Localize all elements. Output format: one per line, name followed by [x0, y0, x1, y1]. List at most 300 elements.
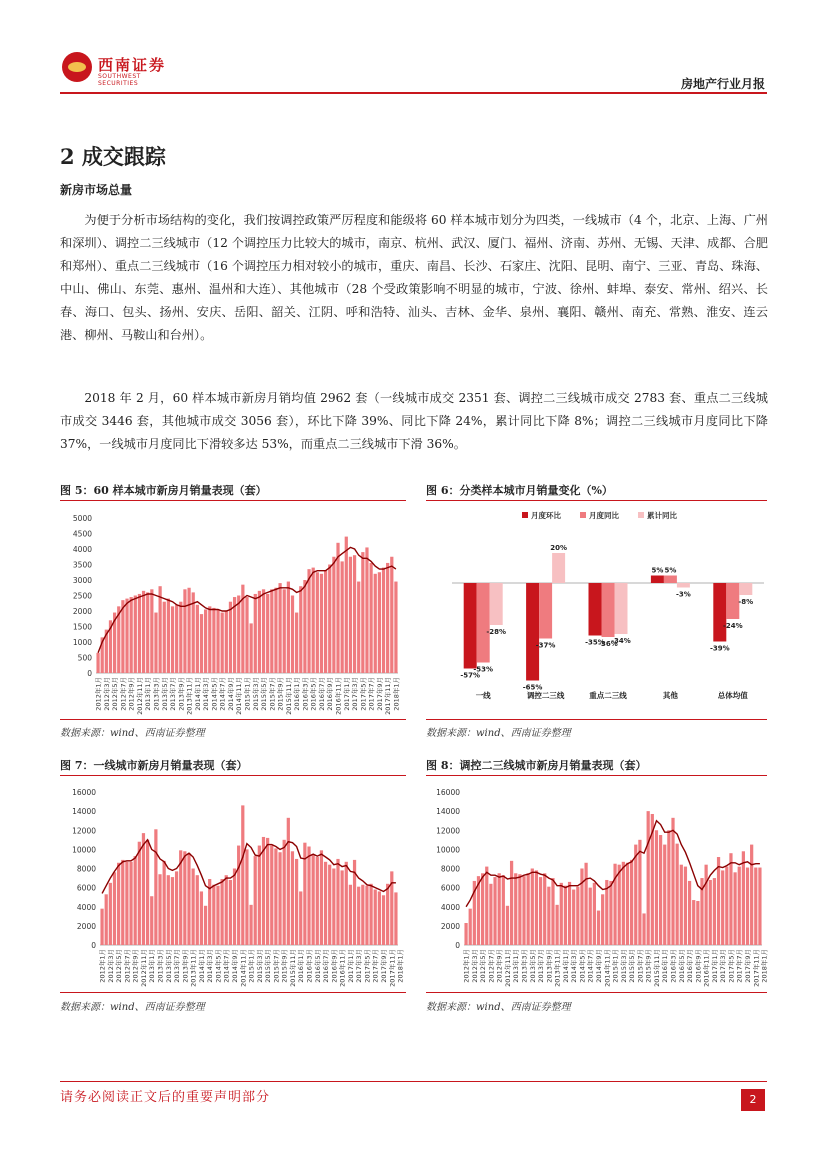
fig7-xtick-24: 2016年1月 [297, 949, 306, 983]
fig5-bar [382, 568, 385, 673]
fig7-bar [204, 906, 207, 945]
fig8-bar [754, 868, 757, 945]
fig5-xtick-23: 2015年11月 [284, 677, 293, 715]
fig6-data-label: -3% [676, 590, 691, 599]
fig5-xtick-15: 2014年7月 [218, 677, 227, 711]
fig8-bar [485, 867, 488, 945]
fig6-data-label: -65% [522, 683, 543, 692]
fig8-bar [742, 851, 745, 945]
fig5-bar [225, 611, 228, 673]
fig7-bar [216, 886, 219, 945]
fig5-xtick-29: 2016年11月 [334, 677, 343, 715]
fig6-bar [526, 583, 539, 681]
fig5-ytick-8: 4000 [72, 545, 92, 554]
fig5-bar [208, 606, 211, 673]
fig6-legend-swatch-2 [638, 512, 644, 518]
fig5-bar [154, 613, 157, 673]
fig7-xtick-15: 2014年7月 [222, 949, 231, 983]
fig7-xtick-4: 2012年9月 [131, 949, 140, 983]
fig5-bar [175, 605, 178, 673]
fig7-source: 数据来源：wind、西南证券整理 [60, 1002, 205, 1013]
fig7-xtick-35: 2017年11月 [388, 949, 397, 987]
fig7-bar [175, 871, 178, 945]
fig8-bar [551, 878, 554, 945]
fig8-bar [671, 818, 674, 945]
fig5-bar [163, 602, 166, 673]
fig5-bottom-rule [60, 719, 406, 720]
fig5-bar [237, 596, 240, 674]
fig8-bar [469, 909, 472, 945]
fig7-xtick-0: 2012年1月 [98, 949, 107, 983]
fig6-bar [490, 583, 503, 625]
fig8-bar [709, 880, 712, 945]
fig5-bar [299, 586, 302, 673]
fig5-bar [212, 608, 215, 673]
fig6-source: 数据来源：wind、西南证券整理 [426, 728, 571, 739]
fig8-xtick-33: 2017年7月 [735, 949, 744, 983]
fig5-bar [307, 569, 310, 673]
fig6-category-label: 其他 [662, 691, 678, 700]
fig7-ytick-7: 14000 [72, 807, 96, 817]
report-type: 房地产行业月报 [680, 77, 765, 91]
fig7-ytick-4: 8000 [76, 864, 96, 874]
fig7-bar [341, 870, 344, 945]
fig7-bar [361, 885, 364, 945]
fig5-xtick-24: 2016年1月 [293, 677, 302, 711]
fig7-bar [320, 850, 323, 945]
fig7-bar [254, 856, 257, 945]
fig8-xtick-15: 2014年7月 [586, 949, 595, 983]
fig5-ytick-5: 2500 [72, 591, 92, 601]
fig6-bar [677, 583, 690, 588]
fig5-xtick-22: 2015年9月 [276, 677, 285, 711]
fig7-bar [117, 863, 120, 945]
fig5-ytick-0: 0 [87, 669, 92, 678]
fig5-xtick-1: 2012年3月 [102, 677, 111, 711]
fig7-bar [299, 891, 302, 945]
fig6-data-label: -24% [722, 622, 743, 630]
fig6-data-label: -28% [486, 628, 507, 636]
fig5-bar [150, 589, 153, 673]
fig8-bar [713, 878, 716, 945]
fig5-chart [60, 506, 406, 718]
fig5-bar [369, 563, 372, 673]
section-title: 2 成交跟踪 [60, 144, 166, 169]
fig8-bar [680, 865, 683, 945]
fig8-xtick-2: 2012年5月 [479, 949, 488, 983]
fig8-bar [733, 872, 736, 945]
fig8-xtick-34: 2017年9月 [744, 949, 753, 983]
fig5-xtick-14: 2014年5月 [210, 677, 219, 711]
fig7-bar [129, 862, 132, 945]
fig8-xtick-12: 2014年1月 [561, 949, 570, 983]
fig6-category-label: 一线 [475, 691, 491, 700]
fig8-xtick-6: 2013年1月 [512, 949, 521, 983]
fig8-xtick-5: 2012年11月 [503, 949, 512, 987]
fig8-xtick-29: 2016年11月 [702, 949, 711, 987]
fig5-bar [316, 572, 319, 673]
fig5-xtick-19: 2015年3月 [251, 677, 260, 711]
fig5-bar [130, 597, 133, 673]
fig6-data-label: -34% [611, 637, 631, 645]
fig5-bar [312, 568, 315, 673]
fig8-bar [688, 881, 691, 945]
fig8-bar [514, 873, 517, 945]
fig7-bar [365, 886, 368, 945]
fig7-bar [142, 833, 145, 945]
fig8-bar [518, 874, 521, 945]
fig8-bar [564, 886, 567, 945]
fig8-ytick-2: 4000 [440, 902, 460, 912]
fig5-bar [303, 580, 306, 673]
fig8-bar [622, 862, 625, 945]
fig5-bar [345, 537, 348, 673]
fig6-data-label: -37% [535, 641, 556, 650]
fig5-bar [365, 547, 368, 673]
fig5-xtick-8: 2013年5月 [160, 677, 169, 711]
fig7-xtick-11: 2013年11月 [189, 949, 198, 987]
fig7-xtick-28: 2016年9月 [330, 949, 339, 983]
fig5-bar [378, 572, 381, 673]
fig7-xtick-19: 2015年3月 [255, 949, 264, 983]
fig7-xtick-32: 2017年5月 [363, 949, 372, 983]
page-header [0, 0, 827, 100]
fig6-bar [651, 576, 664, 584]
fig6-bar [552, 553, 565, 583]
fig8-bar [667, 830, 670, 945]
fig5-xtick-0: 2012年1月 [94, 677, 103, 711]
fig7-bar [241, 805, 244, 945]
fig8-bar [758, 868, 761, 945]
fig5-bar [183, 589, 186, 673]
fig7-bar [312, 855, 315, 945]
fig8-xtick-13: 2014年3月 [570, 949, 579, 983]
fig7-bar [171, 877, 174, 945]
fig7-xtick-1: 2012年3月 [106, 949, 115, 983]
fig5-xtick-30: 2017年1月 [342, 677, 351, 711]
fig8-bar [522, 876, 525, 945]
fig8-bar [605, 880, 608, 945]
fig7-bar [200, 891, 203, 945]
fig5-bar [125, 599, 128, 673]
fig8-bar [543, 873, 546, 945]
section-subtitle: 新房市场总量 [60, 183, 133, 197]
fig5-xtick-27: 2016年7月 [317, 677, 326, 711]
fig8-bar [663, 845, 666, 945]
fig5-bar [146, 592, 149, 673]
fig5-bar [233, 597, 236, 673]
fig8-bar [493, 877, 496, 945]
brand-logo [62, 52, 172, 86]
fig7-chart [60, 781, 406, 991]
fig6-data-label: -39% [709, 644, 730, 653]
fig7-xtick-8: 2013年5月 [164, 949, 173, 983]
fig7-caption-rule [60, 775, 406, 776]
fig6-legend-swatch-0 [522, 512, 528, 518]
fig8-xtick-9: 2013年7月 [537, 949, 546, 983]
fig8-bar [593, 883, 596, 945]
fig6-legend-swatch-1 [580, 512, 586, 518]
fig5-bar [270, 589, 273, 673]
fig8-bar [556, 905, 559, 945]
fig8-bar [498, 873, 501, 945]
footer-disclaimer: 请务必阅读正文后的重要声明部分 [60, 1090, 271, 1105]
fig7-xtick-17: 2014年11月 [239, 949, 248, 987]
fig5-bar [328, 565, 331, 674]
fig5-bar [295, 613, 298, 673]
fig8-bar [601, 894, 604, 945]
fig8-xtick-35: 2017年11月 [752, 949, 761, 987]
fig7-bar [187, 853, 190, 945]
fig7-bar [134, 856, 137, 945]
paragraph-february-sales: 2018 年 2 月，60 样本城市新房月销均值 2962 套（一线城市成交 2351 套、调控二三线城市成交 2783 套、重点二三线城市成交 3446 套，其他城市成交 3056 套），环比下降 39%、同比下降 24%，累计同比下降 8%；调控二三线城市月度同比下降 37%，一线城市月度同比下滑较多达 53%，而重点二三线城市下滑 36%。 [60, 391, 768, 451]
fig5-xtick-12: 2014年1月 [193, 677, 202, 711]
fig7-ytick-8: 16000 [72, 788, 96, 797]
fig7-bar [233, 869, 236, 946]
fig5-ytick-3: 1500 [72, 622, 92, 632]
fig7-xtick-18: 2015年1月 [247, 949, 256, 983]
fig7-bar [212, 885, 215, 945]
fig8-xtick-32: 2017年5月 [727, 949, 736, 983]
fig5-xtick-7: 2013年3月 [152, 677, 161, 711]
fig5-bar [216, 609, 219, 673]
fig5-xtick-16: 2014年9月 [226, 677, 235, 711]
fig7-bar [291, 851, 294, 945]
fig5-xtick-17: 2014年11月 [235, 677, 244, 715]
fig6-legend-label-0: 月度环比 [531, 511, 561, 520]
fig5-bar [320, 574, 323, 673]
fig7-xtick-29: 2016年11月 [338, 949, 347, 987]
fig8-bar [647, 811, 650, 945]
fig8-bar [642, 913, 645, 945]
fig8-bar [560, 883, 563, 945]
fig7-bar [158, 874, 161, 945]
fig5-xtick-9: 2013年7月 [169, 677, 178, 711]
fig5-bar [121, 600, 124, 673]
fig5-xtick-2: 2012年5月 [111, 677, 120, 711]
fig5-bar [394, 582, 397, 673]
fig5-bar [159, 586, 162, 673]
footer-divider [60, 1081, 767, 1082]
fig8-xtick-26: 2016年5月 [677, 949, 686, 983]
fig7-bar [394, 892, 397, 945]
fig5-xtick-35: 2017年11月 [384, 677, 393, 715]
fig7-bar [150, 896, 153, 945]
fig7-xtick-26: 2016年5月 [313, 949, 322, 983]
fig6-data-label: 20% [550, 544, 567, 552]
fig8-bar [464, 923, 467, 945]
fig8-ytick-8: 16000 [436, 788, 460, 797]
fig8-bar [630, 860, 633, 945]
fig6-bar [713, 583, 726, 642]
fig8-xtick-22: 2015年9月 [644, 949, 653, 983]
fig5-bar [336, 543, 339, 673]
fig8-bar [655, 830, 658, 945]
fig5-ytick-9: 4500 [72, 529, 92, 539]
fig5-bar [142, 591, 145, 673]
fig7-xtick-22: 2015年9月 [280, 949, 289, 983]
fig8-caption-rule [426, 775, 767, 776]
fig8-bar [597, 911, 600, 945]
fig6-category-label: 总体均值 [717, 691, 748, 700]
fig8-bar [506, 906, 509, 945]
fig5-bar [229, 602, 232, 673]
fig5-ytick-4: 2000 [72, 607, 92, 616]
fig6-data-label: -53% [473, 665, 494, 674]
fig8-xtick-20: 2015年5月 [628, 949, 637, 983]
fig6-data-label: 5% [664, 566, 677, 575]
fig7-bar [196, 875, 199, 945]
fig7-bar [262, 837, 265, 945]
logo-english-name: SOUTHWEST SECURITIES [98, 73, 141, 87]
fig7-bar [307, 847, 310, 945]
fig5-xtick-28: 2016年9月 [326, 677, 335, 711]
fig5-xtick-4: 2012年9月 [127, 677, 136, 711]
fig7-bar [357, 887, 360, 945]
fig8-xtick-23: 2015年11月 [652, 949, 661, 987]
fig5-bar [250, 623, 253, 673]
fig7-ytick-5: 10000 [72, 845, 96, 855]
fig7-bar [245, 849, 248, 945]
fig6-bar [726, 583, 739, 619]
fig8-bottom-rule [426, 992, 767, 993]
fig5-xtick-11: 2013年11月 [185, 677, 194, 715]
fig6-caption-rule [426, 500, 767, 501]
fig7-bar [345, 862, 348, 945]
fig5-bar [171, 606, 174, 673]
fig5-bar [390, 557, 393, 673]
fig5-bar [274, 588, 277, 673]
fig5-xtick-32: 2017年5月 [359, 677, 368, 711]
fig5-ytick-6: 3000 [72, 576, 92, 585]
fig5-xtick-34: 2017年9月 [375, 677, 384, 711]
fig5-bar [200, 614, 203, 673]
fig7-bar [125, 862, 128, 945]
fig7-bar [237, 846, 240, 945]
fig8-xtick-10: 2013年9月 [545, 949, 554, 983]
fig7-bar [163, 861, 166, 945]
fig8-bar [738, 867, 741, 945]
fig7-bar [386, 884, 389, 945]
fig5-bar [138, 594, 141, 673]
fig7-xtick-20: 2015年5月 [264, 949, 273, 983]
fig5-bar [167, 599, 170, 673]
fig7-bar [121, 860, 124, 945]
fig7-xtick-23: 2015年11月 [288, 949, 297, 987]
fig5-ytick-7: 3500 [72, 560, 92, 570]
fig6-data-label: 5% [651, 566, 664, 575]
fig8-xtick-24: 2016年1月 [661, 949, 670, 983]
fig5-bar [291, 596, 294, 674]
fig5-bar [134, 596, 137, 674]
fig7-bar [316, 857, 319, 945]
fig8-bar [535, 870, 538, 945]
fig5-caption: 图 5：60 样本城市新房月销量表现（套） [60, 484, 267, 497]
fig6-bar [477, 583, 490, 663]
fig7-xtick-30: 2017年1月 [346, 949, 355, 983]
fig8-xtick-25: 2016年3月 [669, 949, 678, 983]
fig5-xtick-20: 2015年5月 [260, 677, 269, 711]
fig5-source: 数据来源：wind、西南证券整理 [60, 728, 205, 739]
fig7-bar [220, 879, 223, 945]
fig7-xtick-12: 2014年1月 [197, 949, 206, 983]
fig5-xtick-36: 2018年1月 [392, 677, 401, 711]
fig5-bar [341, 561, 344, 673]
fig8-bar [580, 869, 583, 946]
fig7-bar [249, 905, 252, 945]
fig7-ytick-6: 12000 [72, 826, 96, 836]
fig8-chart [426, 781, 767, 991]
fig5-ytick-2: 1000 [72, 638, 92, 647]
fig8-xtick-30: 2017年1月 [710, 949, 719, 983]
fig5-xtick-31: 2017年3月 [351, 677, 360, 711]
fig5-xtick-3: 2012年7月 [119, 677, 128, 711]
fig7-xtick-21: 2015年7月 [272, 949, 281, 983]
fig8-source: 数据来源：wind、西南证券整理 [426, 1002, 571, 1013]
fig5-bar [179, 602, 182, 673]
fig7-bar [374, 890, 377, 945]
fig6-legend-label-1: 月度同比 [589, 511, 619, 520]
header-divider [60, 92, 767, 94]
fig7-bar [154, 829, 157, 945]
fig7-xtick-7: 2013年3月 [156, 949, 165, 983]
fig7-xtick-3: 2012年7月 [123, 949, 132, 983]
fig7-bar [287, 818, 290, 945]
fig7-xtick-33: 2017年7月 [371, 949, 380, 983]
fig7-bottom-rule [60, 992, 406, 993]
fig8-xtick-8: 2013年5月 [528, 949, 537, 983]
fig7-bar [283, 840, 286, 945]
fig7-bar [378, 891, 381, 945]
fig7-bar [146, 840, 149, 945]
fig5-xtick-25: 2016年3月 [301, 677, 310, 711]
fig7-xtick-5: 2012年11月 [139, 949, 148, 987]
page-number: 2 [741, 1089, 765, 1111]
fig7-bar [113, 872, 116, 945]
fig8-bar [589, 888, 592, 945]
fig5-bar [192, 592, 195, 673]
fig8-bar [638, 840, 641, 945]
fig8-xtick-17: 2014年11月 [603, 949, 612, 987]
fig5-xtick-26: 2016年5月 [309, 677, 318, 711]
fig5-xtick-10: 2013年9月 [177, 677, 186, 711]
fig7-bar [229, 880, 232, 945]
fig6-category-label: 调控二三线 [526, 691, 565, 700]
fig5-bar [283, 589, 286, 673]
fig5-xtick-13: 2014年3月 [202, 677, 211, 711]
fig5-xtick-33: 2017年7月 [367, 677, 376, 711]
fig5-xtick-6: 2013年1月 [144, 677, 153, 711]
fig8-bar [489, 884, 492, 945]
fig5-bar [374, 574, 377, 673]
fig6-bar [602, 583, 615, 637]
fig7-xtick-14: 2014年5月 [214, 949, 223, 983]
fig6-bar [589, 583, 602, 636]
fig8-bar [527, 873, 530, 945]
fig5-ytick-10: 5000 [72, 514, 92, 523]
fig8-xtick-31: 2017年3月 [719, 949, 728, 983]
fig7-bar [100, 909, 103, 945]
fig7-caption: 图 7：一线城市新房月销量表现（套） [60, 759, 248, 772]
fig7-ytick-2: 4000 [76, 902, 96, 912]
fig8-bar [684, 867, 687, 945]
fig8-ytick-4: 8000 [440, 864, 460, 874]
fig8-bar [510, 861, 513, 945]
fig7-xtick-6: 2013年1月 [148, 949, 157, 983]
fig8-xtick-28: 2016年9月 [694, 949, 703, 983]
fig8-xtick-27: 2016年7月 [686, 949, 695, 983]
fig7-xtick-10: 2013年9月 [181, 949, 190, 983]
